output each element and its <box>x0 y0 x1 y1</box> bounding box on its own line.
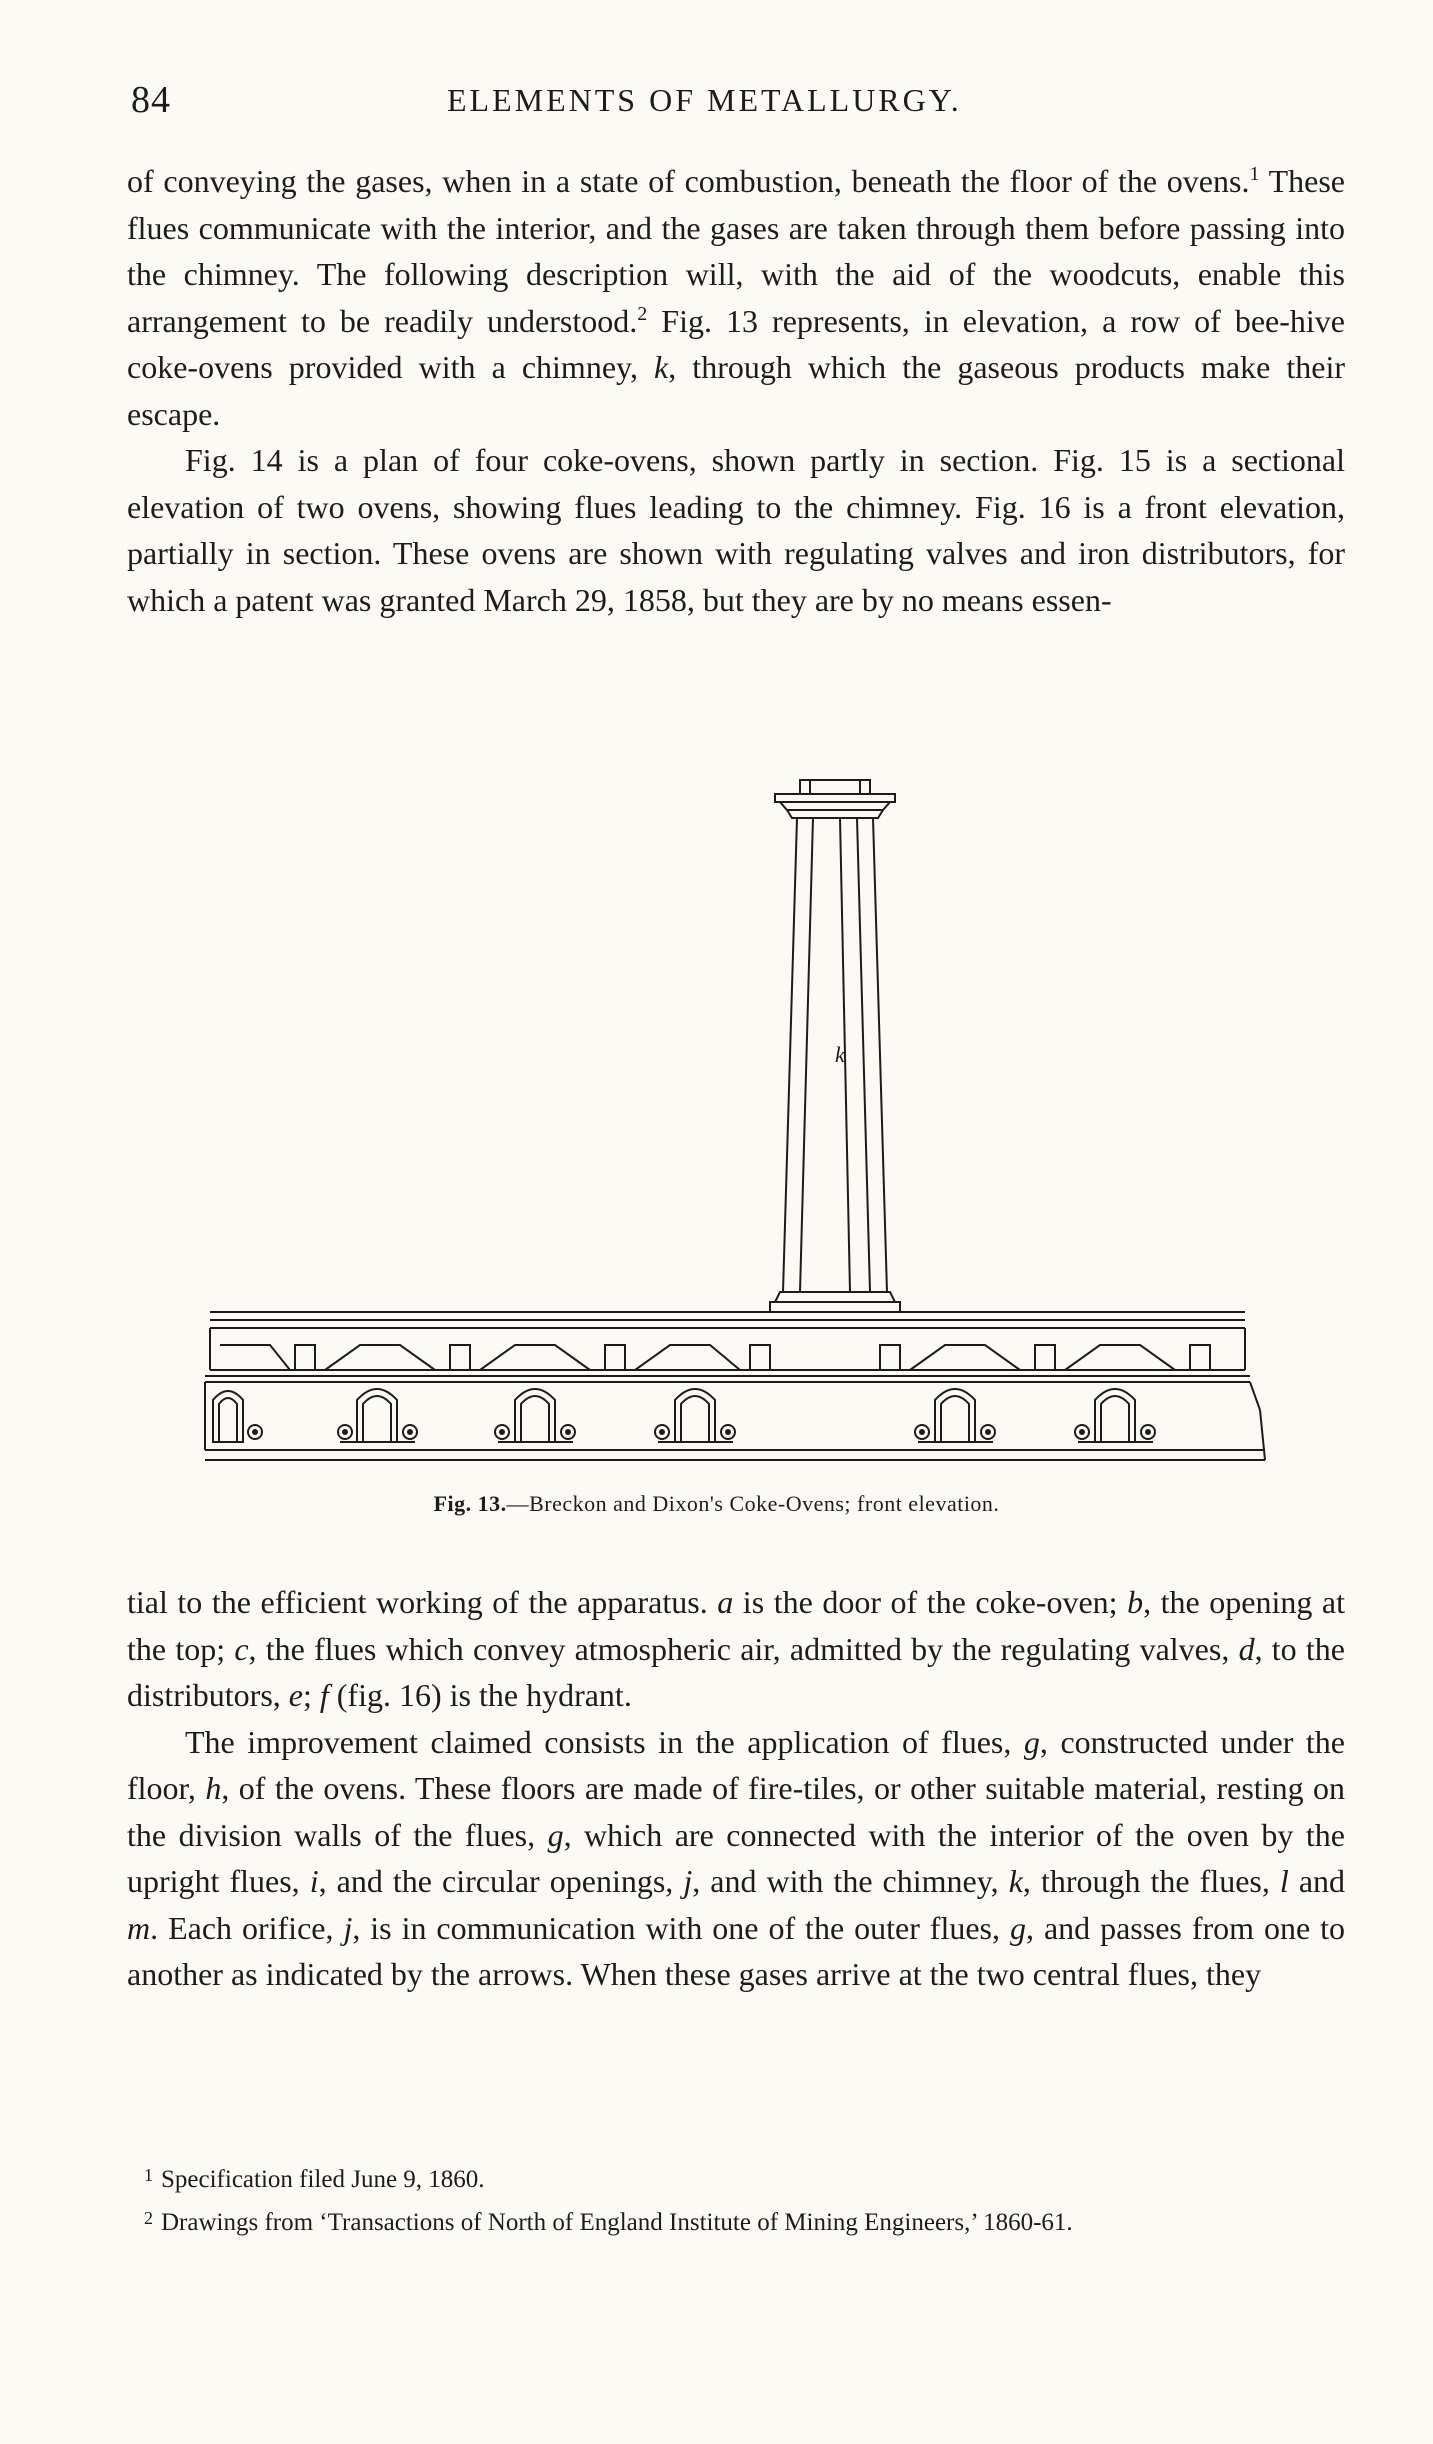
symbol: c <box>234 1630 249 1667</box>
running-title: ELEMENTS OF METALLURGY. <box>447 82 962 118</box>
body-text-top <box>127 158 1345 623</box>
paragraph-4 <box>127 1719 1345 1998</box>
paragraph-1 <box>127 158 1345 437</box>
text-run: ; <box>302 1677 320 1713</box>
text-run: , through which the gaseous products make their escape. <box>127 349 1346 432</box>
text-run: , which are connected with the interior of the oven by the upright flues, <box>127 1816 1346 1899</box>
symbol: m <box>127 1909 151 1946</box>
text-run: , the opening at the top; <box>127 1584 1346 1667</box>
symbol: k <box>1008 1863 1023 1899</box>
symbol: h <box>205 1770 222 1806</box>
text-run: , to the distributors, <box>127 1630 1345 1713</box>
symbol: i <box>309 1863 319 1899</box>
footnotes <box>120 2159 1350 2245</box>
symbol: l <box>1279 1863 1289 1899</box>
symbol: j <box>343 1909 353 1946</box>
text-run: , is in communication with one of the outer flues, <box>352 1909 1010 1946</box>
figure-caption <box>0 1491 1433 1517</box>
body-text-bottom <box>127 1579 1345 1998</box>
symbol: e <box>288 1677 303 1713</box>
text-run: , of the ovens. These floors are made of fire-tiles, or other suitable material, resting on the division walls of the flues, <box>127 1770 1346 1853</box>
page-number: 84 <box>131 79 171 121</box>
footnote-mark: 1 <box>144 2165 153 2185</box>
text-run: , the flues which convey atmospheric air, admitted by the regulating valves, <box>248 1630 1239 1667</box>
footnote-ref-2: 2 <box>637 302 648 325</box>
symbol: b <box>1127 1584 1144 1620</box>
text-run: These flues communicate with the interior, and the gases are taken through them before passing into the chimney. The following description will, with the aid of the woodcuts, enable this arrangement to be readily understood. <box>127 163 1346 339</box>
text-run: Fig. 13 represents, in elevation, a row of bee-hive coke-ovens provided with a chimney, <box>127 302 1346 385</box>
text-run: , and the circular openings, <box>318 1863 684 1899</box>
symbol: f <box>319 1677 329 1713</box>
text-run: , through the flues, <box>1022 1863 1280 1899</box>
figure-caption-text: —Breckon and Dixon's Coke-Ovens; front elevation. <box>506 1491 1000 1516</box>
running-head <box>127 78 1347 128</box>
text-run: The improvement claimed consists in the application of flues, <box>185 1723 1024 1760</box>
footnote-mark: 2 <box>144 2208 153 2228</box>
figure-13 <box>195 770 1275 1470</box>
symbol: g <box>1023 1723 1040 1760</box>
text-run: , constructed under the floor, <box>127 1723 1346 1806</box>
text-run: of conveying the gases, when in a state of combustion, beneath the floor of the ovens. <box>127 163 1250 199</box>
text-run: is the door of the coke-oven; <box>733 1584 1128 1620</box>
paragraph-2: Fig. 14 is a plan of four coke-ovens, shown partly in section. Fig. 15 is a sectional elevation of two ovens, showing flues leading to the chimney. Fig. 16 is a front elevation, partially in section. These ovens are shown with regulating valves and iron distributors, for which a patent was granted March 29, 1858, but they are by no means essen- <box>127 442 1345 618</box>
paragraph-3 <box>127 1579 1345 1719</box>
symbol: j <box>683 1863 693 1899</box>
figure-caption-label: Fig. 13. <box>433 1491 507 1516</box>
text-run: , and with the chimney, <box>692 1863 1009 1899</box>
footnote-ref-1: 1 <box>1249 163 1260 185</box>
symbol: d <box>1238 1630 1255 1667</box>
symbol: g <box>547 1816 564 1853</box>
text-run: tial to the efficient working of the apparatus. <box>127 1584 718 1620</box>
coke-oven-elevation-drawing <box>195 770 1275 1470</box>
footnote-2 <box>120 2202 1350 2239</box>
text-run: (fig. 16) is the hydrant. <box>328 1677 632 1713</box>
symbol: g <box>1009 1909 1026 1946</box>
footnote-1 <box>120 2159 1350 2196</box>
text-run: and <box>1288 1863 1346 1899</box>
footnote-text: Drawings from ‘Transactions of North of England Institute of Mining Engineers,’ 1860-61. <box>161 2209 1073 2236</box>
text-run: . Each orifice, <box>150 1909 344 1946</box>
symbol-k: k <box>654 349 669 385</box>
chimney-label-k: k <box>835 1042 845 1067</box>
symbol: a <box>717 1584 734 1620</box>
text-run: , and passes from one to another as indicated by the arrows. When these gases arrive at the two central flues, they <box>127 1909 1346 1992</box>
footnote-text: Specification filed June 9, 1860. <box>161 2166 485 2193</box>
